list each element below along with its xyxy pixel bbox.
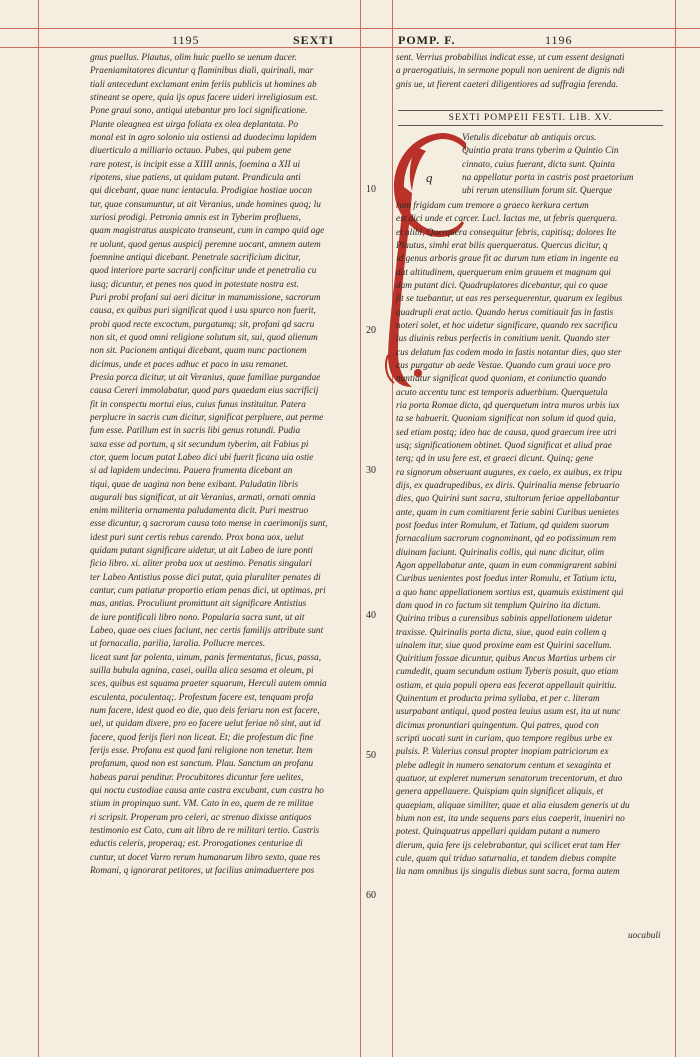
text-line: ter Labeo Antistius posse dici putat, quia pluraliter penates di: [90, 572, 321, 583]
page-number-left: 1195: [172, 33, 200, 47]
text-line: de iure pontificali libro nono. Popularia sacra sunt, ut ait: [90, 612, 305, 623]
catchword: uocabuli: [628, 931, 661, 941]
text-line: esse dicuntur, q sacrorum causa toto mense in caerimonijs sunt,: [90, 519, 328, 530]
text-line: Agon appellabatur ante, quam in eum commigrarent sabini: [396, 560, 617, 571]
text-line: quam magistratus auspicato transeunt, cum in campo quid age: [90, 226, 325, 237]
text-line: ubi rerum utensilium forum sit. Querque: [462, 186, 613, 197]
text-line: sent. Verrius probabilius indicat esse, ut cum essent designati: [396, 53, 625, 63]
text-line: cantur, cum patiatur proportio etiam penas dici, ut optimas, pri: [90, 586, 326, 597]
text-line: gnus puellus. Plautus, olim huic puello se uenum ducer.: [90, 53, 297, 63]
text-line: Presia porca dicitur, ut ait Veranius, quae familiae purgandae: [90, 372, 321, 383]
text-line: Curibus uenientes post foedus inter Romulu, et Tatium ictu,: [396, 574, 617, 585]
text-line: dam putant dici. Quadruplatores dicebantur, qui co quae: [396, 280, 608, 291]
text-line: dat altitudinem, querquerum enim grauem et magnam qui: [396, 267, 612, 278]
text-line: dicimus pronuntiari quingentum. Qui patres, quod con: [396, 720, 599, 731]
text-line: cinnato, cuius fuerant, dicta sunt. Quinta: [462, 159, 615, 170]
text-line: perplucre in sacris cum dicitur, significat perpluere, aut perme: [90, 412, 324, 423]
text-line: suilla bubula agnina, casei, ouilla alica sesama et oleum, pi: [90, 666, 314, 677]
text-line: tiali antecedunt exclamant enim feriis publicis ut homines ab: [90, 79, 317, 90]
text-line: liceat sunt far polenta, uinum, panis fermentatus, ficus, passa,: [90, 652, 322, 663]
text-line: ra signorum obseruant augures, ex caelo, ex auibus, ex tripu: [396, 467, 622, 478]
text-line: nuntiatur significat quod quoniam, et coniunctio quando: [396, 374, 607, 385]
text-line: dies, quo Quirini sunt sacra, stultorum feriae appellabantur: [396, 494, 620, 505]
text-line: ferijs esse. Profanu est quod fani religione non tenetur. Item: [90, 746, 313, 757]
text-line: rare potest, is incipit esse a XIIII annis, foemina a XII ui: [90, 159, 301, 170]
text-line: facere, quod ferijs fieri non liceat. Et; die profestum dic fine: [90, 732, 314, 743]
text-line: quadrupli erat actio. Quando herus comitiauit fas in fastis: [396, 307, 614, 318]
text-line: ria porta Romae dicta, qd querquetum intra muros urbis iux: [396, 400, 620, 411]
top-rule: [0, 28, 700, 29]
text-line: usurpabant antiqui, quod postea leuius usum est, ita ut nunc: [396, 707, 621, 718]
text-line: fornacalium sacrorum cognominant, qd eo potissimum rem: [396, 534, 617, 545]
text-line: re uolunt, quod genus auspicij peremne uocant, amnem autem: [90, 239, 321, 250]
text-line: na appellatur porta in castris post praetorium: [462, 172, 634, 183]
text-line: usq; significationem obtinet. Quod significat et aliud prae: [396, 440, 612, 451]
text-line: tiqui, quae de uagina non bene exibant. Paludatin libris: [90, 479, 299, 490]
text-line: cumdedit, quam secundum ostium Tyberis posuit, quo etiam: [396, 667, 619, 678]
text-line: non sit. Pacionem antiqui dicebant, quam nunc pactionem: [90, 346, 307, 357]
text-line: ri scripsit. Properam pro celeri, ac strenuo dixisse antiquos: [90, 812, 312, 823]
text-line: ctor, quem locum putat Labeo dici ubi fuerit ficana uia ostie: [90, 452, 314, 463]
text-line: ficio libro. xi. aliter proba uox ut aestimo. Penatis singulari: [90, 559, 312, 570]
text-line: dam quod in co factum sit templum Quirino ita dictum.: [396, 600, 601, 611]
text-line: Praeniamitatores dicuntur q flaminibus diali, quirinali, mar: [90, 66, 314, 77]
text-line: Quinentum et producta prima syllaba, et per c. literam: [396, 694, 600, 705]
text-line: uel, ut quidam dixere, pro eo facere uelut feriae nõ sint, aut id: [90, 719, 321, 730]
text-line: post foedus inter Romulum, et Tatium, qd quidem suorum: [396, 520, 609, 531]
running-head-right: POMP. F.: [398, 33, 456, 47]
text-line: fit in conspectu mortui eius, cuius funus instituitur. Patera: [90, 399, 306, 410]
text-line: testimonio est Cato, cum ait libro de re militari tertio. Castris: [90, 826, 320, 837]
text-line: iusq; dicuntur, et penes nos quod in potestate nostra est.: [90, 279, 299, 290]
text-line: xuriosi prodigi. Petronia amnis est in Tyberim profluens,: [90, 212, 301, 223]
text-line: num facere, idest quod eo die, quo deis feriaru non est facere,: [90, 706, 320, 717]
text-line: habeas parui penditur. Procubitores dicuntur fere uelites,: [90, 772, 304, 783]
text-line: a quo hanc appellationem sortius est, quamuis existiment qui: [396, 587, 624, 598]
text-line: plebe adlegit in numero senatorum centum et sexaginta et: [396, 760, 611, 771]
line-number: 10: [366, 184, 376, 195]
text-line: causa Cereri immolabatur, quod pars quaedam eius sacrificij: [90, 386, 319, 397]
right-margin-rule: [675, 0, 676, 1057]
text-line: pulsis. P. Valerius consul propter inopiam patriciorum ex: [396, 747, 609, 758]
text-line: cus purgatur ab aede Vestae. Quando cum graui uoce pro: [396, 360, 611, 371]
text-line: a praerogatiuis, in sermone populi non uenirent de dignis ndi: [396, 66, 625, 77]
right-text-column: [396, 200, 674, 880]
text-line: dierum, quia fere ijs celebrabantur, qui scilicet erat tam Her: [396, 840, 621, 851]
text-line: Quintia prata trans tyberim a Quintio Cin: [462, 146, 619, 157]
text-line: Quiritium fossae dicuntur, quibus Ancus Martius urbem cir: [396, 654, 616, 665]
gutter-rule-left: [360, 0, 361, 1057]
text-line: mas, antias. Proculiunt promittunt ait significare Antistius: [90, 599, 307, 610]
text-line: diuinam faciunt. Quirinalis collis, qui nunc dicitur, olim: [396, 547, 605, 558]
text-line: lus diuinis rebus perfectis in comitium uenit. Quando ster: [396, 334, 610, 345]
line-number: 40: [366, 610, 376, 621]
text-line: Puri probi profani sui aeri dicitur in manumissione, sacrorum: [90, 292, 321, 303]
text-line: enim militeria ornamenta paludamenta dicit. Puri mestruo: [90, 506, 309, 517]
text-line: non sit, et quod omni religione solutum sit, sui, quod alienum: [90, 332, 318, 343]
right-column-top: [396, 52, 674, 92]
text-line: stineant se opere, quia ijs opus facere uideri irreligiosum est.: [90, 92, 318, 103]
text-line: ut fornacalia, parilia, laralia. Pollucre merces.: [90, 639, 266, 650]
text-line: est dici unde et carcer. Lucl. Iactas me, ut febris querquera.: [396, 214, 618, 225]
text-line: Vietulis dicebatur ab antiquis orcus.: [462, 133, 597, 143]
text-line: cus delatum fas codem modo in fastis notantur dies, quo ster: [396, 347, 622, 358]
text-line: esculenta, poculentaq;. Profestum facere est, tenquam profa: [90, 692, 314, 703]
text-line: fit se tuebantur, ut eas res persequerentur, quarum ex legibus: [396, 294, 623, 305]
text-line: quatuor, ut expleret numerum senatorum trecentorum, et duo: [396, 774, 623, 785]
text-line: profanum, quod non est sanctum. Plau. Sanctum an profanu: [90, 759, 314, 770]
text-line: sces, quibus est squama praeter squarum, Herculi autem omnia: [90, 679, 327, 690]
text-line: augurali bus significat, ut ait Veranius, armati, ornati omnia: [90, 492, 316, 503]
text-line: idest puri sunt certis rebus carendo. Prox bona uox, uelut: [90, 532, 304, 543]
text-line: foemnine antiqui dicebant. Penetrale sacrificium dicitur,: [90, 252, 301, 263]
text-line: Plante oleagnea est uirga foliata ex olea deplantata. Po: [90, 119, 299, 130]
text-line: Plautus, simhi erat bilis querqueratus. Quercus dicitur, q: [396, 240, 608, 251]
text-line: scripti uocati sunt in curiam, quo tempore regibus urbe ex: [396, 734, 613, 745]
text-line: ante, quam in cum comitiarent ferie sabini Curibus uenietes: [396, 507, 620, 518]
text-line: uinalem itur, siue quod proxime eam est Quirini sacellum.: [396, 640, 612, 651]
line-number: 30: [366, 465, 376, 476]
text-line: stium in propinquo sunt. VM. Cato in eo, quem de re militae: [90, 799, 314, 810]
text-line: Quirina tribus a curensibus sabinis appellationem uidetur: [396, 614, 613, 625]
line-number: 60: [366, 890, 376, 901]
text-line: bium non est, ita unde sequens pars eius caeperit, inueniri no: [396, 814, 625, 825]
line-number: 50: [366, 750, 376, 761]
text-line: dicimus, unde et paces adhuc et paco in usu remanet.: [90, 359, 289, 370]
initial-letter: q: [426, 170, 433, 185]
line-number: 20: [366, 325, 376, 336]
section-title: SEXTI POMPEII FESTI. LIB. XV.: [398, 110, 663, 126]
running-head-left: SEXTI: [293, 33, 335, 47]
text-line: qui dicebant, quae nunc ientacula. Prodigiae hostiae uocan: [90, 186, 312, 197]
text-line: noteri solet, et hoc uidetur significare, quando rex sacrificu: [396, 320, 618, 331]
text-line: traxisse. Quirinalis porta dicta, siue, quod eain collem q: [396, 627, 607, 638]
text-line: quaepiam, aliquae similiter, quae et alia eiusdem generis ut du: [396, 800, 630, 811]
text-line: gnis ue, ut fierent caeteri diligentiores ad suffragia ferenda.: [396, 79, 619, 90]
text-line: tur, quae consumuntur, ut ait Veranius, unde homines quoq; lu: [90, 199, 321, 210]
text-line: ta se habuerit. Quoniam significat non solum id quod quia,: [396, 414, 616, 425]
text-line: terq; qd in usu fere est, et graeci dicunt. Quinq; gene: [396, 454, 594, 465]
text-line: id genus arboris graue fit ac durum tum etiam in ingente ea: [396, 254, 619, 265]
text-line: Labeo, quae oes ciues faciunt, nec certis familijs attribute sunt: [90, 626, 324, 637]
text-line: cule, quam qui triduo saturnalia, et tandem diebus compite: [396, 854, 617, 865]
text-line: genera appellauere. Quispiam quin significet aliquis, et: [396, 787, 604, 798]
text-line: potest. Quinquatrus appellari quidam putant a numero: [396, 827, 600, 838]
text-line: quod interiore parte sacrarij conficitur unde et penetralia cu: [90, 266, 317, 277]
text-line: cuntur, ut docet Varro rerum humanarum libro sexto, quae res: [90, 852, 321, 863]
text-line: sed etiam postq; ideo hac de causa, quod graecum iree utri: [396, 427, 617, 438]
text-line: si ad lapidem undecimu. Pauera frumenta dicebant an: [90, 466, 293, 477]
text-line: diuerticulo a milliario octauo. Pubes, qui pubem gene: [90, 146, 292, 157]
text-line: acuto accentu tunc est temporis aduerbium. Querquetula: [396, 387, 608, 398]
left-text-column: [90, 52, 356, 878]
text-line: causa, ex quibus puri significat quod i usu spurco non fuerit,: [90, 306, 316, 317]
right-column-indented: [462, 132, 674, 199]
header-rule: [0, 47, 700, 48]
text-line: dijs, ex quadrupedibus, ex diris. Quirinalia mense februario: [396, 480, 620, 491]
text-line: monal est in agro solonio uia ostiensi ad duodecimu lapidem: [90, 132, 317, 143]
text-line: saxa esse ad portum, q sit secundum tyberim, ait Fabius pi: [90, 439, 309, 450]
text-line: fum esse. Patillum est in sacris libi genus rotundi. Pudia: [90, 426, 301, 437]
text-line: ripotens, siue patiens, ut quidam putant. Prandicula anti: [90, 172, 301, 183]
text-line: Pone graui sono, antiqui utebantur pro loci significatione.: [90, 106, 308, 117]
text-line: probi quod recte excoctum, purgatumq; sit, profani qd sacru: [90, 319, 315, 330]
text-line: Romani, q ignorarat petitores, ut facilius animaduertere pos: [90, 866, 315, 877]
left-margin-rule: [38, 0, 39, 1057]
text-line: lia nam omnibus ijs singulis diebus sunt sacra, forma autem: [396, 867, 620, 878]
text-line: ostiam, et quia populi opera eas fecerat appellauit quiritiu.: [396, 680, 617, 691]
page-number-right: 1196: [545, 33, 573, 47]
text-line: qui noctu custodiae causa ante castra excubant, cum castra ho: [90, 786, 324, 797]
text-line: eductis celeris, properaq; est. Prorogationes centuriae di: [90, 839, 303, 850]
text-line: quidam putant significare uidetur, ut ait Labeo de iure ponti: [90, 546, 313, 557]
text-line: et alibi, Querquera consequitur febris, capitisq; dolores Ite: [396, 227, 617, 238]
text-line: ram frigidam cum tremore a graeco kerkura certum: [396, 201, 589, 211]
